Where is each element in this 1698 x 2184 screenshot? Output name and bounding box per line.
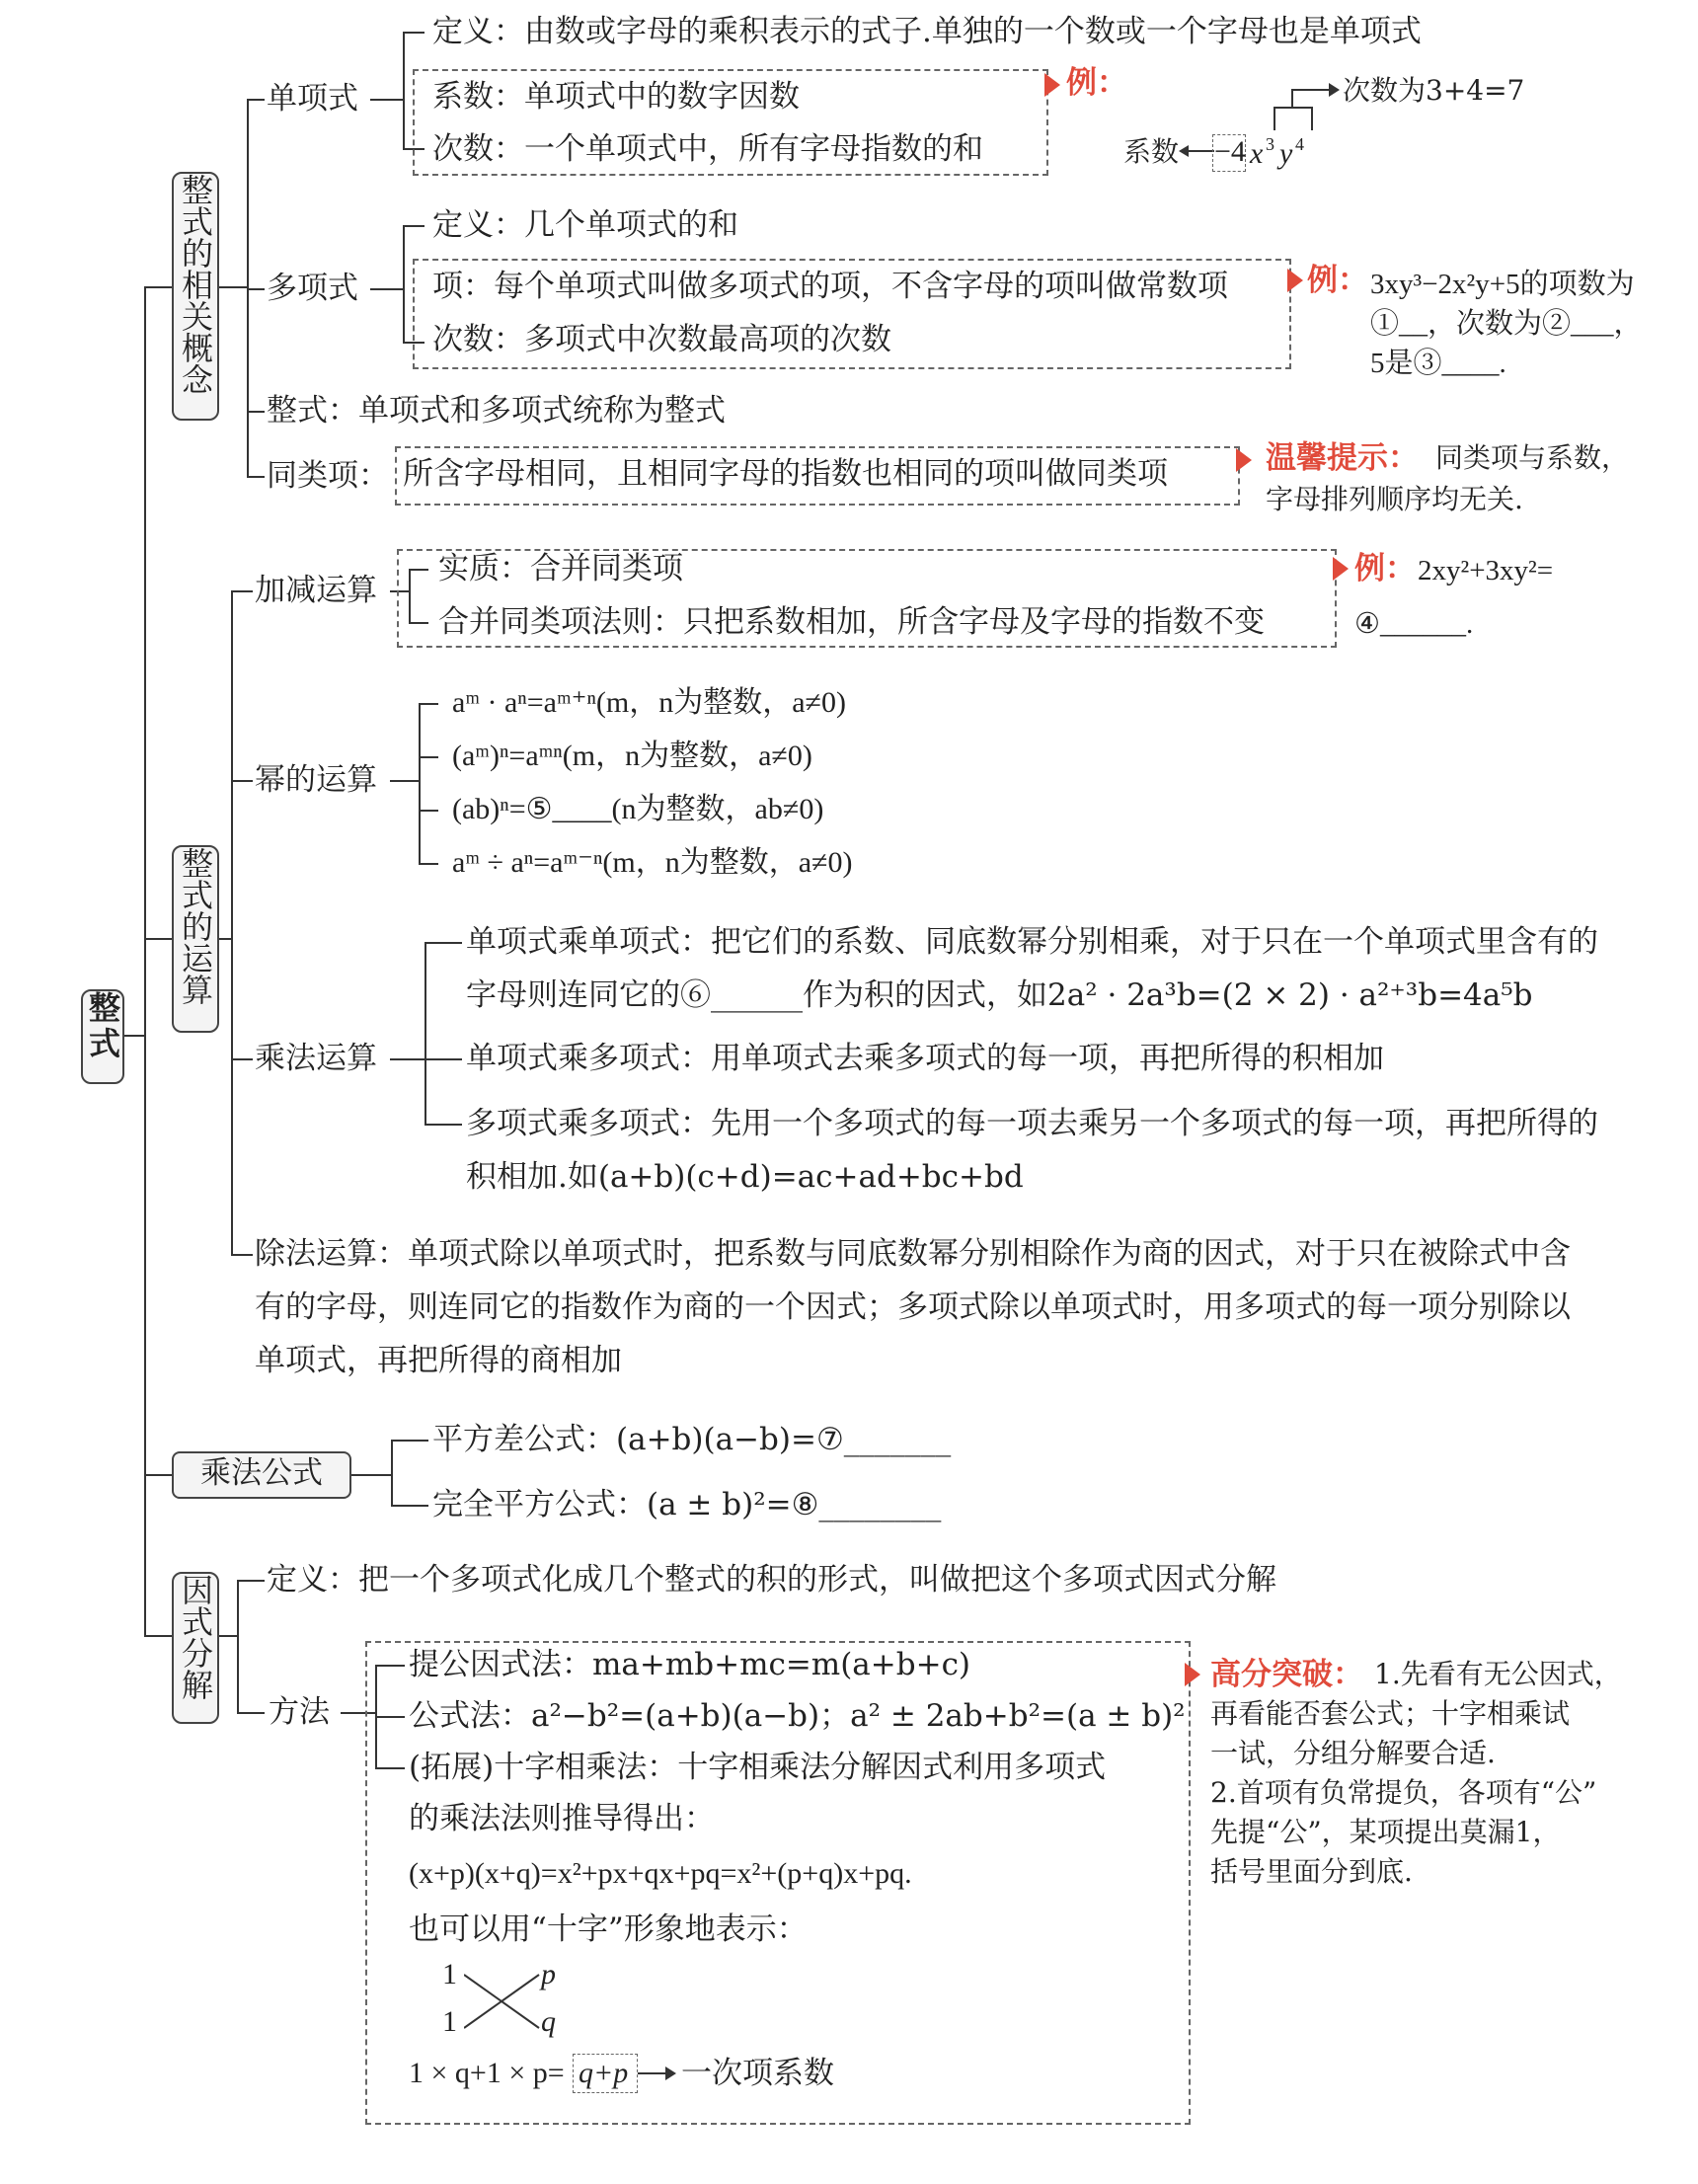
degree-arrow-line [1291, 89, 1333, 91]
s2-b2 [231, 780, 253, 782]
s1-b1 [247, 99, 265, 101]
polynomial-example-line3: 5是③____. [1370, 348, 1506, 379]
mono-b1 [403, 32, 424, 34]
monomial-degree: 次数：一个单项式中，所有字母指数的和 [432, 131, 983, 167]
formula-difference-of-squares: 平方差公式：(a+b)(a−b)=⑦_______ [432, 1422, 952, 1457]
like-terms-label: 同类项： [267, 458, 389, 494]
power-rule-4: aᵐ ÷ aⁿ=aᵐ⁻ⁿ(m，n为整数，a≠0) [452, 846, 853, 879]
power-b3 [419, 810, 438, 812]
s1-link [217, 286, 249, 288]
multiply-trunk [424, 942, 426, 1124]
s3-trunk [391, 1440, 393, 1505]
arrow-marker-icon [1185, 1663, 1200, 1686]
factor-tip-4: 2.首项有负常提负，各项有“公” [1210, 1776, 1597, 1809]
polynomial-example-expr: 3xy³−2x²y+5的项数为 [1370, 269, 1635, 300]
poly-trunk [403, 225, 405, 344]
power-trunk [419, 703, 421, 863]
multiply-m1b: 字母则连同它的⑥______作为积的因式，如2a² · 2a³b=(2 × 2) · a²⁺³b=4a⁵b [466, 977, 1533, 1013]
s3-link [347, 1474, 393, 1476]
example-var-x: x [1250, 137, 1264, 170]
multiply-m3b: 积相加.如(a+b)(c+d)=ac+ad+bc+bd [466, 1159, 1024, 1195]
coef-arrow-line [1187, 150, 1214, 152]
factor-tip-5: 先提“公”，某项提出莫漏1， [1210, 1816, 1561, 1848]
division-line2: 有的字母，则连同它的指数作为商的一个因式；多项式除以单项式时，用多项式的每一项分别除以 [255, 1289, 1571, 1325]
arrow-marker-icon [1333, 557, 1349, 581]
s2-link [217, 938, 233, 940]
power-b1 [419, 703, 438, 705]
cross-left-top: 1 [442, 1958, 457, 1990]
s2-b1 [231, 590, 253, 592]
branch-s2 [144, 938, 172, 940]
example-var-y: y [1279, 137, 1293, 170]
example-coef-value: −4 [1214, 135, 1246, 168]
like-terms-tip-tag: 温馨提示： [1266, 440, 1419, 476]
multiply-m2: 单项式乘多项式：用单项式去乘多项式的每一项，再把所得的积相加 [466, 1041, 1384, 1076]
factor-tip-2: 再看能否套公式；十字相乘试 [1210, 1697, 1571, 1730]
method-label: 方法 [269, 1694, 330, 1730]
section-formulas: 乘法公式 [172, 1451, 351, 1499]
method-cross-b: 的乘法法则推导得出： [409, 1801, 715, 1836]
method-common-factor: 提公因式法：ma+mb+mc=m(a+b+c) [409, 1647, 971, 1682]
polynomial-example-line2: ①__，次数为②___， [1370, 308, 1643, 340]
poly-b1 [403, 225, 424, 227]
arrow-marker-icon [1236, 448, 1252, 472]
factor-definition: 定义：把一个多项式化成几个整式的积的形式，叫做把这个多项式因式分解 [267, 1562, 1276, 1598]
addsub-example-tag: 例： [1354, 551, 1416, 586]
calc-result: 一次项系数 [681, 2056, 834, 2091]
addsub-example-expr: 2xy²+3xy²= [1418, 555, 1554, 586]
s2-b3 [231, 1058, 253, 1060]
s4-b1 [237, 1580, 265, 1582]
section-factoring: 因式分解 [172, 1572, 219, 1724]
like-terms-definition: 所含字母相同，且相同字母的指数也相同的项叫做同类项 [403, 456, 1168, 492]
division-line3: 单项式，再把所得的商相加 [255, 1343, 622, 1378]
calc-arrow-line [638, 2072, 667, 2074]
like-terms-tip1: 同类项与系数， [1435, 441, 1630, 474]
method-cross: (拓展)十字相乘法：十字相乘法分解因式利用多项式 [409, 1750, 1107, 1785]
section-concepts: 整式的相关概念 [172, 172, 219, 421]
cross-calc: 1 × q+1 × p= [409, 2057, 565, 2089]
root-trunk [144, 286, 146, 1637]
branch-s4 [144, 1635, 172, 1637]
example-exp-x: 3 [1266, 134, 1274, 154]
polynomial-example-tag: 例： [1307, 263, 1368, 298]
calc-arrow-icon [665, 2067, 676, 2080]
power-label: 幂的运算 [255, 762, 377, 798]
s2-b4 [231, 1254, 253, 1256]
monomial-label: 单项式 [267, 81, 358, 117]
example-exp-y: 4 [1295, 134, 1304, 154]
s3-b1 [391, 1440, 428, 1442]
section-operations: 整式的运算 [172, 845, 219, 1033]
branch-s3 [144, 1474, 172, 1476]
poly-link [370, 288, 404, 290]
polynomial-definition: 定义：几个单项式的和 [432, 207, 738, 243]
mono-trunk [403, 32, 405, 148]
cross-right-bottom: q [541, 2005, 556, 2038]
division-line1: 除法运算：单项式除以单项式时，把系数与同底数幂分别相除作为商的因式，对于只在被除式中含 [255, 1236, 1571, 1272]
multiply-b3 [424, 1124, 462, 1126]
power-rule-2: (aᵐ)ⁿ=aᵐⁿ(m，n为整数，a≠0) [452, 740, 812, 772]
formula-perfect-square: 完全平方公式：(a ± b)²=⑧________ [432, 1487, 942, 1522]
s4-b2 [237, 1712, 265, 1714]
calc-box-value: q+p [579, 2057, 629, 2089]
multiply-b1 [424, 942, 462, 944]
cross-right-top: p [541, 1958, 556, 1990]
s4-link [217, 1635, 239, 1637]
polynomial-term: 项：每个单项式叫做多项式的项，不含字母的项叫做常数项 [432, 269, 1228, 304]
factor-tip-1: 1.先看有无公因式， [1374, 1658, 1622, 1690]
power-link [390, 780, 420, 782]
power-b2 [419, 756, 438, 758]
example-degree: 次数为3+4=7 [1343, 74, 1525, 107]
power-b4 [419, 863, 438, 865]
degree-bracket-top [1274, 107, 1313, 109]
addsub-rule: 合并同类项法则：只把系数相加，所含字母及字母的指数不变 [438, 604, 1265, 640]
s4-trunk [237, 1580, 239, 1712]
monomial-coefficient: 系数：单项式中的数字因数 [432, 79, 800, 115]
monomial-definition: 定义：由数或字母的乘积表示的式子.单独的一个数或一个字母也是单项式 [432, 14, 1422, 49]
branch-s1 [144, 286, 172, 288]
degree-bracket-right [1311, 107, 1313, 130]
factor-tip-tag: 高分突破： [1210, 1657, 1363, 1692]
s1-b2 [247, 288, 265, 290]
multiply-m3a: 多项式乘多项式：先用一个多项式的每一项去乘另一个多项式的每一项，再把所得的 [466, 1106, 1598, 1141]
integral-definition: 整式：单项式和多项式统称为整式 [267, 393, 726, 429]
s3-b2 [391, 1505, 428, 1507]
arrow-marker-icon [1044, 73, 1060, 97]
s1-b4 [247, 476, 265, 478]
multiply-link [390, 1058, 425, 1060]
method-formula: 公式法：a²−b²=(a+b)(a−b)；a² ± 2ab+b²=(a ± b)² [409, 1698, 1186, 1734]
factor-tip-3: 一试，分组分解要合适. [1210, 1737, 1496, 1769]
addsub-label: 加减运算 [255, 573, 377, 608]
method-cross-expansion: (x+p)(x+q)=x²+px+qx+pq=x²+(p+q)x+pq. [409, 1857, 912, 1890]
polynomial-degree: 次数：多项式中次数最高项的次数 [432, 322, 891, 357]
power-rule-1: aᵐ · aⁿ=aᵐ⁺ⁿ(m，n为整数，a≠0) [452, 686, 847, 719]
monomial-example-tag: 例： [1066, 65, 1127, 101]
addsub-essence: 实质：合并同类项 [438, 551, 683, 586]
mono-link [370, 99, 404, 101]
degree-arrow-stem [1291, 89, 1293, 109]
s2-trunk [231, 590, 233, 1256]
multiply-m1a: 单项式乘单项式：把它们的系数、同底数幂分别相乘，对于只在一个单项式里含有的 [466, 924, 1598, 960]
multiply-label: 乘法运算 [255, 1041, 377, 1076]
power-rule-3: (ab)ⁿ=⑤____(n为整数，ab≠0) [452, 793, 824, 825]
addsub-example-blank: ④______. [1354, 608, 1474, 640]
s1-b3 [247, 411, 265, 413]
multiply-b2 [424, 1058, 462, 1060]
cross-left-bottom: 1 [442, 2005, 457, 2038]
factor-tip-6: 括号里面分到底. [1210, 1855, 1413, 1888]
example-coef-label: 系数 [1123, 135, 1180, 168]
method-cross-d: 也可以用“十字”形象地表示： [409, 1911, 808, 1947]
like-terms-tip2: 字母排列顺序均无关. [1266, 483, 1523, 515]
root-node: 整式 [81, 989, 124, 1084]
arrow-marker-icon [1287, 269, 1303, 292]
degree-arrow-icon [1329, 83, 1340, 97]
polynomial-label: 多项式 [267, 271, 358, 306]
